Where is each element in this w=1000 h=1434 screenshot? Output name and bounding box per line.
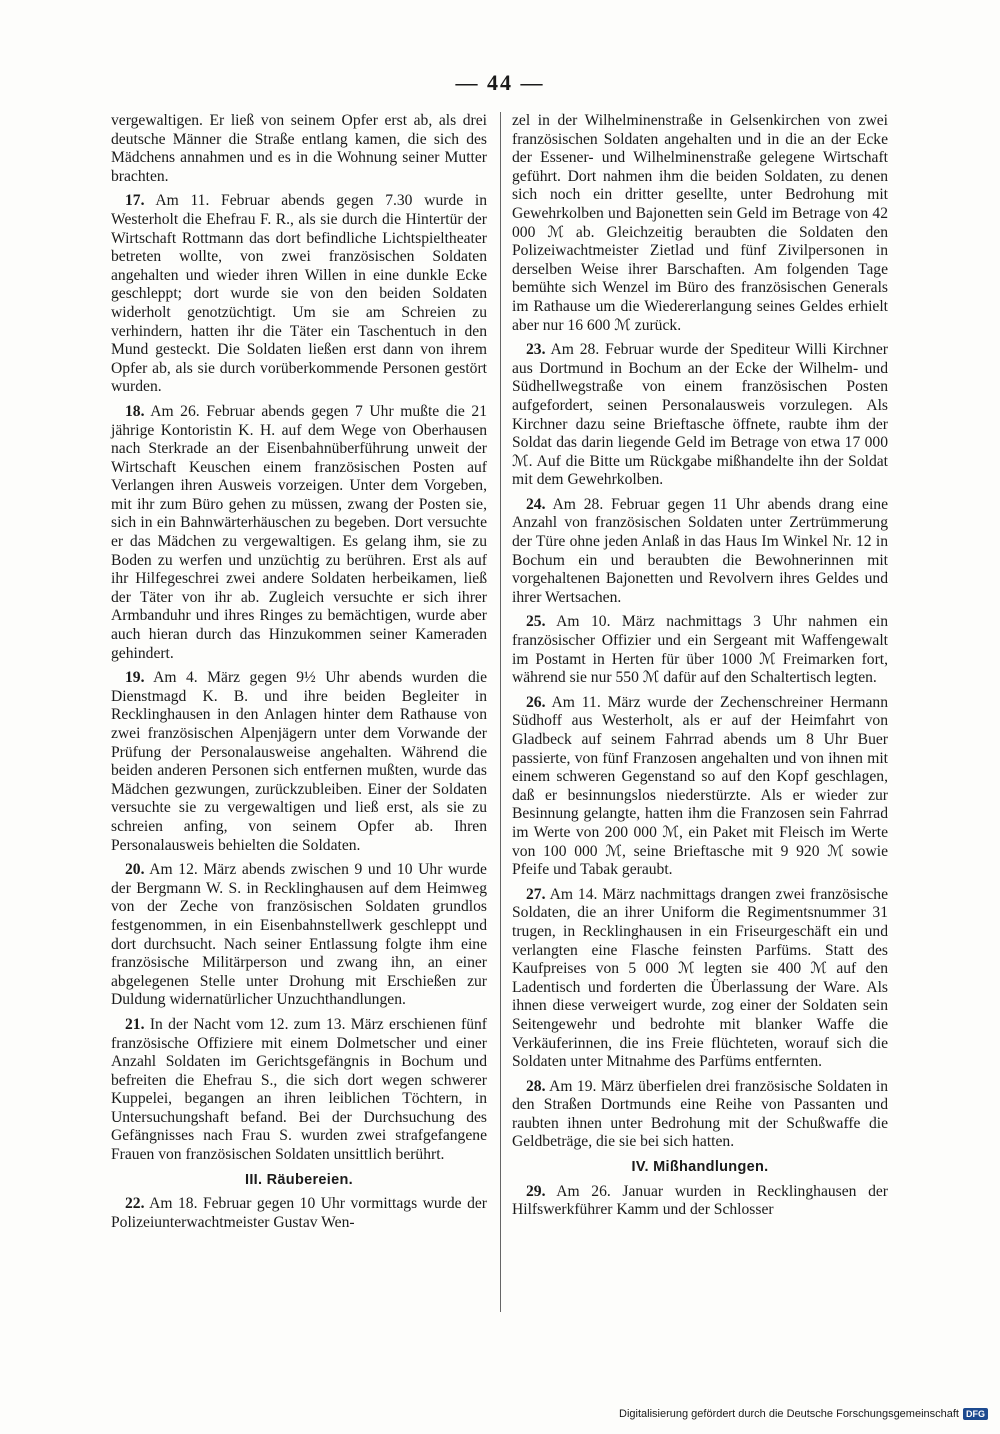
paragraph-19 — [111, 669, 487, 855]
right-column — [512, 112, 888, 1226]
item-number: 27. — [526, 885, 546, 903]
paragraph-continued: zel in der Wilhelminenstraße in Gelsenkirchen von zwei französischen Soldaten angehalten und in die an der Ecke der Essener- und Wilhelminenstraße gelegene Wirtschaft geführt. Dort nahmen ihm die beiden Soldaten, zu denen sich noch ein dritter gesellte, unter Bedrohung mit Gewehrkolben und Bajonetten sein Geld im Betrage von 42 000 ℳ ab. Gleichzeitig beraubten die Soldaten den Polizeiwachtmeister Zietlad und fünf Zivilpersonen in derselben Weise ihrer Barschaften. Am folgenden Tage bemühte sich Wenzel im Büro des französischen Generals im Rathause um die Wiedererlangung seines Geldes erhielt aber nur 16 600 ℳ zurück. — [512, 112, 888, 334]
page-number: — 44 — — [455, 70, 545, 95]
paragraph-17 — [111, 192, 487, 397]
item-number: 18. — [125, 402, 145, 420]
paragraph-24 — [512, 496, 888, 608]
paragraph-20 — [111, 861, 487, 1010]
item-number: 24. — [526, 495, 546, 513]
paragraph-18 — [111, 403, 487, 663]
paragraph-text: Am 26. Februar abends gegen 7 Uhr mußte die 21 jährige Kontoristin K. H. auf dem Wege von Oberhausen nach Sterkrade an der Eisenbahnüberführung unweit der Wirtschaft Keuschen einem französischen Posten auf Verlangen ihren Ausweis vorzeigen. Unter dem Vorgeben, mit ihr zum Büro gehen zu müssen, zwang der Posten sie, sich in ein Bahnwärterhäuschen zu begeben. Dort versuchte er das Mädchen zu vergewaltigen. Es gelang ihm, sie zu Boden zu werfen und unzüchtig zu berühren. Erst als auf ihr Hilfegeschrei zwei andere Soldaten herbeikamen, ließ der Täter von ihr ab. Zugleich versuchte er sich ihrer Armbanduhr und ihres Ringes zu bemächtigen, wurde aber auch hieran durch das Hinzukommen seiner Kameraden gehindert. — [111, 402, 487, 662]
item-number: 29. — [526, 1182, 546, 1200]
paragraph-25 — [512, 613, 888, 687]
paragraph-26 — [512, 694, 888, 880]
item-number: 22. — [125, 1195, 145, 1213]
item-number: 28. — [526, 1077, 546, 1095]
paragraph-text: Am 28. Februar wurde der Spediteur Willi Kirchner aus Dortmund in Bochum an der Ecke der Wilhelm- und Südhellwegstraße von einem französischen Posten aufgefordert, seinen Personalausweis vorzulegen. Als Kirchner dazu seine Brieftasche öffnete, raubte ihm der Soldat das darin liegende Geld im Betrage von etwa 17 000 ℳ. Auf die Bitte um Rückgabe mißhandelte ihn der Soldat mit dem Gewehrkolben. — [512, 341, 888, 489]
paragraph-text: Am 11. Februar abends gegen 7.30 wurde in Westerholt die Ehefrau F. R., als sie durch die Hintertür der Wirtschaft Rottmann das dort befindliche Lichtspieltheater betreten wollte, von zwei französischen Soldaten angehalten und wieder ihren Willen in eine dunkle Ecke geschleppt; dort wurde sie von den beiden Soldaten widerholt genotzüchtigt. Um sie am Schreien zu verhindern, hatten ihr die Täter ein Taschentuch in den Mund gesteckt. Die Soldaten ließen erst dann von ihrem Opfer ab, als sie durch vorüberkommende Personen gestört wurden. — [111, 192, 487, 396]
paragraph-21 — [111, 1016, 487, 1165]
item-number: 19. — [125, 669, 145, 687]
paragraph-continued: vergewaltigen. Er ließ von seinem Opfer erst ab, als drei deutsche Männer die Straße entlang kamen, die sich des Mädchens annahmen und es in die Wohnung seiner Mutter brachten. — [111, 112, 487, 185]
item-number: 23. — [526, 341, 546, 359]
paragraph-text: In der Nacht vom 12. zum 13. März erschienen fünf französische Offiziere mit einem Dolmetscher und einer Anzahl Soldaten im Gerichtsgefängnis in Bochum und befreiten die Ehefrau S., die sich dort wegen schwerer Kuppelei, begangen an ihren leiblichen Töchtern, in Untersuchungshaft befand. Bei der Durchsuchung des Gefängnisses nach Frau S. wurden zwei strafgefangene Frauen von französischen Soldaten unsittlich berührt. — [111, 1015, 487, 1164]
left-column — [111, 112, 487, 1238]
paragraph-28 — [512, 1078, 888, 1152]
paragraph-text: Am 19. März überfielen drei französische Soldaten in den Straßen Dortmunds eine Reihe von Passanten und raubten ihnen unter Bedrohung mit der Schußwaffe die Geldbeträge, die sie bei sich hatten. — [512, 1077, 888, 1151]
paragraph-text: Am 18. Februar gegen 10 Uhr vormittags wurde der Polizeiunterwachtmeister Gustav Wen- — [111, 1195, 487, 1231]
dfg-logo-icon: DFG — [963, 1408, 988, 1420]
section-heading-robberies: III. Räubereien. — [245, 1171, 353, 1188]
paragraph-text: Am 14. März nachmittags drangen zwei französische Soldaten, die an ihrer Uniform die Regimentsnummer 31 trugen, in Recklinghausen in ein Friseurgeschäft ein und verlangten eine Flasche feinsten Parfüms. Statt des Kaufpreises von 5 000 ℳ legten sie 400 ℳ auf den Ladentisch und forderten die Überlassung der Ware. Als ihnen diese verweigert wurde, zog einer der Soldaten sein Seitengewehr und bedrohte mit blanker Waffe die Verkäuferinnen, die ins Freie flüchteten, worauf sich die Soldaten unter Mitnahme des Parfüms entfernten. — [512, 885, 888, 1071]
column-divider — [500, 112, 501, 1312]
paragraph-22 — [111, 1195, 487, 1232]
paragraph-text: Am 4. März gegen 9½ Uhr abends wurden die Dienstmagd K. B. und ihre beiden Begleiter in Recklinghausen in den Anlagen hinter dem Rathause von zwei französischen Alpenjägern unter dem Vorwande der Prüfung der Personalausweise angehalten. Während die beiden anderen Personen sich entfernen mußten, wurde das Mädchen gezwungen, zurückzubleiben. Einer der Soldaten versuchte sie zu vergewaltigen und ließ erst, als sie zu schreien anfing, von seinem Opfer ab. Ihren Personalausweis behielten die Soldaten. — [111, 669, 487, 854]
paragraph-text: Am 10. März nachmittags 3 Uhr nahmen ein französischer Offizier und ein Sergeant mit Waffengewalt im Postamt in Herten für über 1000 ℳ Freimarken fort, während sie nur 550 ℳ dafür auf den Schaltertisch legten. — [512, 613, 888, 687]
paragraph-27 — [512, 886, 888, 1072]
paragraph-text: Am 12. März abends zwischen 9 und 10 Uhr wurde der Bergmann W. S. in Recklinghausen auf dem Heimweg von der Zeche von französischen Soldaten grundlos festgenommen, in ein Eisenbahnstellwerk geschleppt und dort durchsucht. Nach seiner Entlassung folgte ihm eine französische Militärperson und zwang ihn, an einer abgelegenen Stelle unter Drohung mit Erschießen zur Duldung widernatürlicher Unzuchthandlungen. — [111, 861, 487, 1009]
paragraph-text: Am 26. Januar wurden in Recklinghausen der Hilfswerkführer Kamm und der Schlosser — [512, 1182, 888, 1219]
paragraph-text: Am 11. März wurde der Zechenschreiner Hermann Südhoff aus Westerholt, als er auf der Heimfahrt von Gladbeck auf seinem Fahrrad abends um 8 Uhr Buer passierte, von fünf Franzosen angehalten und von ihnen mit einem schweren Gegenstand so auf den Kopf geschlagen, daß er besinnungslos niederstürzte. Als er wieder zur Besinnung gelangte, hatten ihm die Franzosen sein Fahrrad im Werte von 200 000 ℳ, ein Paket mit Fleisch im Werte von 100 000 ℳ, seine Brieftasche mit 9 920 ℳ sowie Pfeife und Tabak geraubt. — [512, 693, 888, 879]
paragraph-23 — [512, 341, 888, 490]
item-number: 20. — [125, 861, 145, 879]
item-number: 21. — [125, 1015, 145, 1033]
item-number: 25. — [526, 613, 546, 631]
paragraph-text: Am 28. Februar gegen 11 Uhr abends drang eine Anzahl von französischen Soldaten unter Zertrümmerung der Türe ohne jeden Anlaß in das Haus Im Winkel Nr. 12 in Bochum ein und beraubten die Bewohnerinnen mit vorgehaltenen Bajonetten und Revolvern ihres Geldes und ihrer Wertsachen. — [512, 495, 888, 606]
footer-text: Digitalisierung gefördert durch die Deutsche Forschungsgemeinschaft — [619, 1408, 959, 1420]
item-number: 17. — [125, 192, 145, 210]
paragraph-29 — [512, 1183, 888, 1220]
footer-credit — [619, 1408, 988, 1420]
section-heading-mistreatment: IV. Mißhandlungen. — [631, 1159, 769, 1176]
item-number: 26. — [526, 693, 546, 711]
